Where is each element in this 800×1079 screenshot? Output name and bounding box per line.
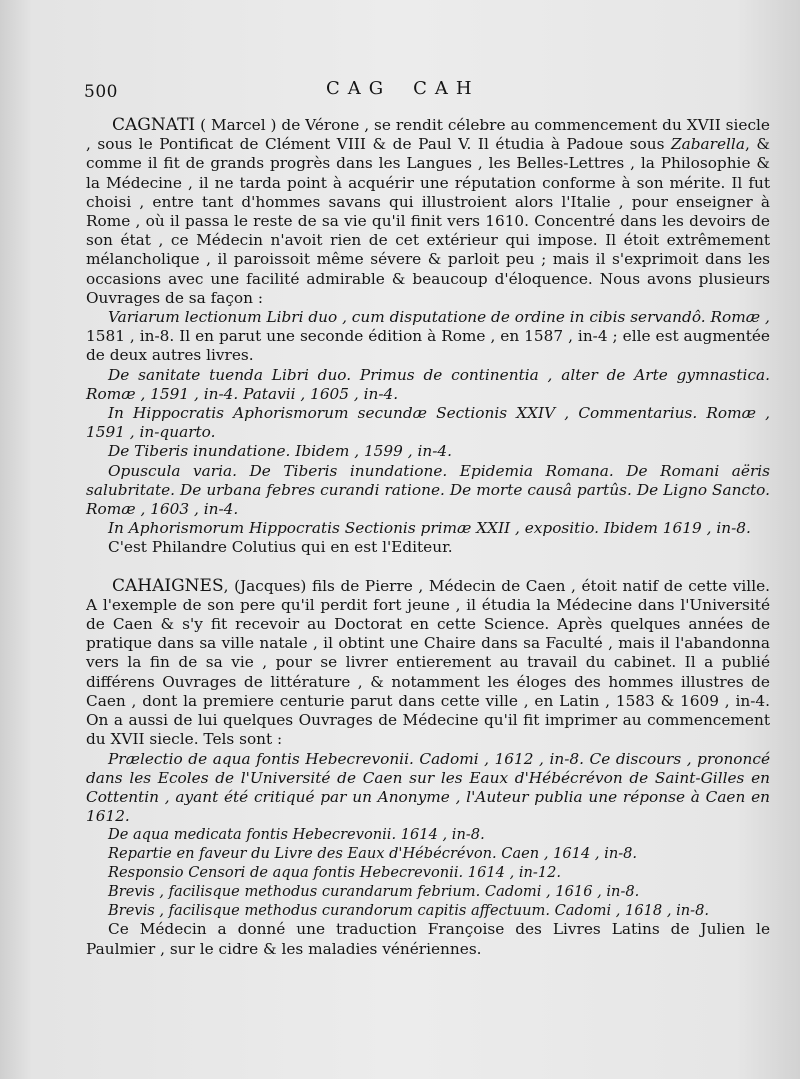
intro-text: ( Marcel ) de Vérone , se rendit célebre au commencement du XVII siecle , sous le Pontificat de Clément VIII & de Paul V. Il étudia à Padoue sous [86, 116, 770, 154]
work-item [86, 404, 770, 442]
work-title: Brevis , facilisque methodus curandarum febrium. Cadomi , 1616 , in-8. [108, 882, 640, 900]
work-title: Variarum lectionum Libri duo , cum disputatione de ordine in cibis servandô. Romæ , [108, 308, 770, 327]
intro-text-cont: , & comme il fit de grands progrès dans les Langues , les Belles-Lettres , la Philosophie & la Médecine , il ne tarda point à acquérir une réputation conforme à son mérite. Il fut choisi , entre tant d'hommes savans qui illustroient alors l'Italie , pour enseigner à Rome , où il passa le reste de sa vie qu'il finit vers 1610. Concentré dans les devoirs de son état , ce Médecin n'avoit rien de cet extérieur qui impose. Il étoit extrêmement mélancholique , il paroissoit même sévere & parloit peu ; mais il s'exprimoit dans les occasions avec une facilité admirable & beaucoup d'éloquence. Nous avons plusieurs Ouvrages de sa façon : [86, 135, 770, 307]
entry-closing: C'est Philandre Colutius qui en est l'Editeur. [108, 538, 453, 557]
work-item [86, 902, 770, 921]
page-body [86, 116, 770, 978]
entry-cahaignes [86, 577, 770, 959]
work-title: In Hippocratis Aphorismorum secundæ Sectionis XXIV , Commentarius. Romæ , 1591 , in-quarto. [86, 404, 770, 442]
work-title: In Aphorismorum Hippocratis Sectionis primæ XXII , expositio. Ibidem 1619 , in-8. [108, 519, 751, 538]
work-detail: 1581 , in-8. Il en parut une seconde édition à Rome , en 1587 , in-4 ; elle est augmentée de deux autres livres. [86, 327, 770, 365]
work-item [86, 308, 770, 327]
entry-intro [86, 116, 770, 308]
intro-italic-name: Zabarella [671, 135, 745, 154]
running-head [326, 78, 480, 99]
entry-closing: Ce Médecin a donné une traduction Françoise des Livres Latins de Julien le Paulmier , sur le cidre & les maladies vénériennes. [86, 920, 770, 958]
work-title: De sanitate tuenda Libri duo. Primus de continentia , alter de Arte gymnastica. Romæ , 1591 , in-4. Patavii , 1605 , in-4. [86, 365, 770, 403]
work-item [86, 826, 770, 845]
work-title: Responsio Censori de aqua fontis Hebecrevonii. 1614 , in-12. [108, 863, 562, 881]
work-item [86, 864, 770, 883]
work-title: Prælectio de aqua fontis Hebecrevonii. Cadomi , 1612 , in-8. Ce discours , prononcé dans les Ecoles de l'Université de Caen sur les Eaux d'Hébécrévon de Saint-Gilles en Cottentin , ayant été critiqué par un Anonyme , l'Auteur publia une réponse à Caen en 1612. [86, 749, 770, 826]
work-item [86, 366, 770, 404]
work-title: De aqua medicata fontis Hebecrevonii. 1614 , in-8. [108, 826, 485, 844]
work-item [86, 442, 770, 461]
intro-text: , (Jacques) fils de Pierre , Médecin de Caen , étoit natif de cette ville. A l'exemple de son pere qu'il perdit fort jeune , il étudia la Médecine dans l'Université de Caen & s'y fit recevoir au Doctorat en cette Science. Après quelques années de pratique dans sa ville natale , il obtint une Chaire dans sa Faculté , mais il l'abandonna vers la fin de sa vie , pour se livrer entierement au travail du cabinet. Il a publié différens Ouvrages de littérature , & notamment les éloges des hommes illustres de Caen , dont la premiere centurie parut dans cette ville , en Latin , 1583 & 1609 , in-4. On a aussi de lui quelques Ouvrages de Médecine qu'il fit imprimer au commencement du XVII siecle. Tels sont : [86, 576, 770, 749]
work-title: Brevis , facilisque methodus curandorum capitis affectuum. Cadomi , 1618 , in-8. [108, 901, 710, 919]
page-header [84, 78, 784, 104]
work-item [86, 883, 770, 902]
work-item [86, 519, 770, 538]
running-head-right: CAH [413, 78, 480, 99]
entry-cagnati [86, 116, 770, 558]
work-item [86, 750, 770, 827]
work-title: Repartie en faveur du Livre des Eaux d'Hébécrévon. Caen , 1614 , in-8. [108, 845, 638, 863]
entry-intro [86, 577, 770, 750]
headword: CAHAIGNES [112, 575, 224, 596]
work-title: Opuscula varia. De Tiberis inundatione. Epidemia Romana. De Romani aëris salubritate. De urbana febres curandi ratione. De morte causâ partûs. De Ligno Sancto. Romæ , 1603 , in-4. [86, 461, 770, 519]
work-title: De Tiberis inundatione. Ibidem , 1599 , in-4. [108, 442, 452, 461]
headword: CAGNATI [112, 115, 196, 135]
running-head-left: CAG [326, 78, 392, 99]
work-item [86, 845, 770, 864]
page-number: 500 [84, 82, 118, 102]
work-item [86, 462, 770, 520]
